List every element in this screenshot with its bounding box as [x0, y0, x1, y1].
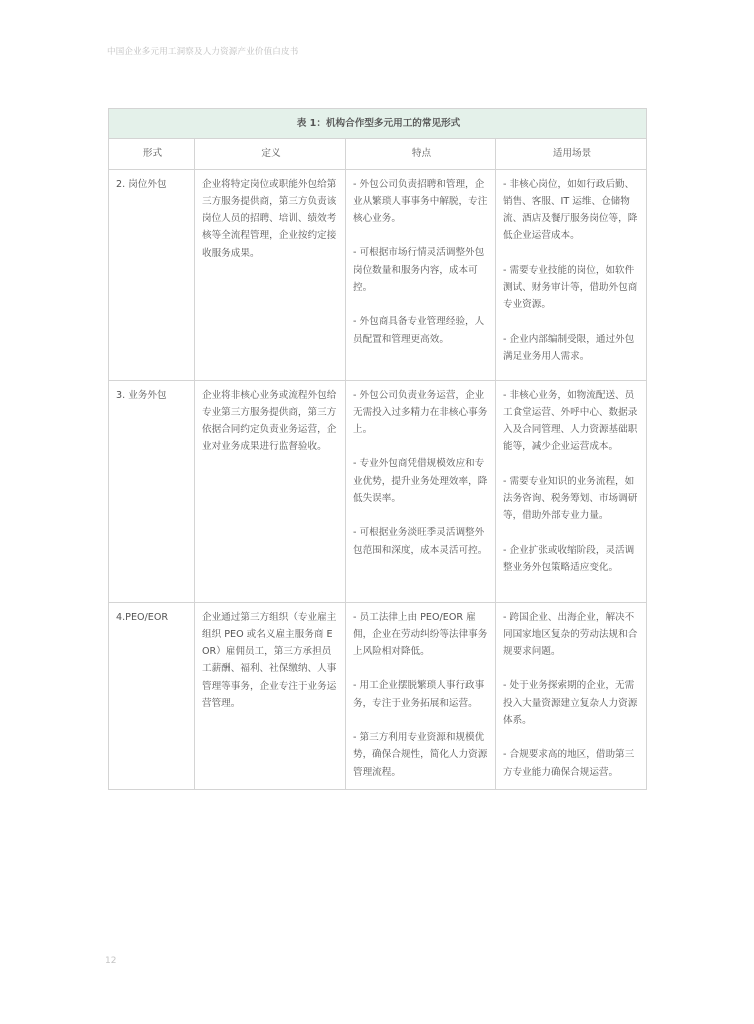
feature-point: - 外包公司负责业务运营，企业无需投入过多精力在非核心事务上。: [353, 389, 488, 436]
page-number: 12: [105, 956, 117, 966]
definition-cell: 企业将非核心业务或流程外包给专业第三方服务提供商，第三方依据合同约定负责业务运营，企业对业务成果进行监督验收。: [195, 380, 346, 602]
table-row: [109, 602, 647, 789]
running-header: 中国企业多元用工洞察及人力资源产业价值白皮书: [107, 47, 299, 57]
scenario-point: - 需要专业技能的岗位，如软件测试、财务审计等，借助外包商专业资源。: [503, 264, 638, 311]
employment-forms-table: [108, 108, 647, 790]
feature-point: - 员工法律上由 PEO/EOR 雇佣，企业在劳动纠纷等法律事务上风险相对降低。: [353, 611, 488, 658]
column-header-scenarios: 适用场景: [496, 139, 647, 169]
column-header-features: 特点: [346, 139, 496, 169]
feature-point: - 外包商具备专业管理经验，人员配置和管理更高效。: [353, 316, 485, 345]
column-header-definition: 定义: [195, 139, 346, 169]
definition-cell: 企业通过第三方组织（专业雇主组织 PEO 或名义雇主服务商 EOR）雇佣员工，第三方承担员工薪酬、福利、社保缴纳、人事管理等事务，企业专注于业务运营管理。: [195, 602, 346, 789]
form-cell: 4.PEO/EOR: [109, 602, 195, 789]
feature-point: - 可根据业务淡旺季灵活调整外包范围和深度，成本灵活可控。: [353, 527, 488, 556]
scenario-point: - 需要专业知识的业务流程，如法务咨询、税务筹划、市场调研等，借助外部专业力量。: [503, 475, 638, 522]
form-cell: 3. 业务外包: [109, 380, 195, 602]
table-row: [109, 380, 647, 602]
features-cell: [346, 380, 496, 602]
scenario-point: - 跨国企业、出海企业，解决不同国家地区复杂的劳动法规和合规要求问题。: [503, 611, 638, 658]
features-cell: [346, 169, 496, 380]
scenario-point: - 处于业务探索期的企业，无需投入大量资源建立复杂人力资源体系。: [503, 680, 638, 727]
scenario-point: - 企业内部编制受限，通过外包满足业务用人需求。: [503, 333, 635, 362]
feature-point: - 可根据市场行情灵活调整外包岗位数量和服务内容，成本可控。: [353, 247, 485, 294]
feature-point: - 专业外包商凭借规模效应和专业优势，提升业务处理效率，降低失误率。: [353, 458, 488, 505]
scenario-point: - 非核心业务，如物流配送、员工食堂运营、外呼中心、数据录入及合同管理、人力资源基础职能等，减少企业运营成本。: [503, 389, 638, 453]
definition-cell: 企业将特定岗位或职能外包给第三方服务提供商，第三方负责该岗位人员的招聘、培训、绩效考核等全流程管理，企业按约定接收服务成果。: [195, 169, 346, 380]
features-cell: [346, 602, 496, 789]
scenario-point: - 企业扩张或收缩阶段，灵活调整业务外包策略适应变化。: [503, 544, 635, 573]
feature-point: - 第三方利用专业资源和规模优势，确保合规性，简化人力资源管理流程。: [353, 732, 488, 778]
scenarios-cell: [496, 169, 647, 380]
table-caption: 表 1：机构合作型多元用工的常见形式: [109, 109, 647, 139]
scenario-point: - 合规要求高的地区，借助第三方专业能力确保合规运营。: [503, 749, 635, 778]
scenario-point: - 非核心岗位，如如行政后勤、销售、客服、IT 运维、仓储物流、酒店及餐厅服务岗位等，降低企业运营成本。: [503, 178, 638, 242]
column-header-form: 形式: [109, 139, 195, 169]
feature-point: - 用工企业摆脱繁琐人事行政事务，专注于业务拓展和运营。: [353, 680, 485, 709]
feature-point: - 外包公司负责招聘和管理，企业从繁琐人事事务中解脱，专注核心业务。: [353, 178, 488, 225]
table-row: [109, 169, 647, 380]
form-cell: 2. 岗位外包: [109, 169, 195, 380]
scenarios-cell: [496, 602, 647, 789]
scenarios-cell: [496, 380, 647, 602]
